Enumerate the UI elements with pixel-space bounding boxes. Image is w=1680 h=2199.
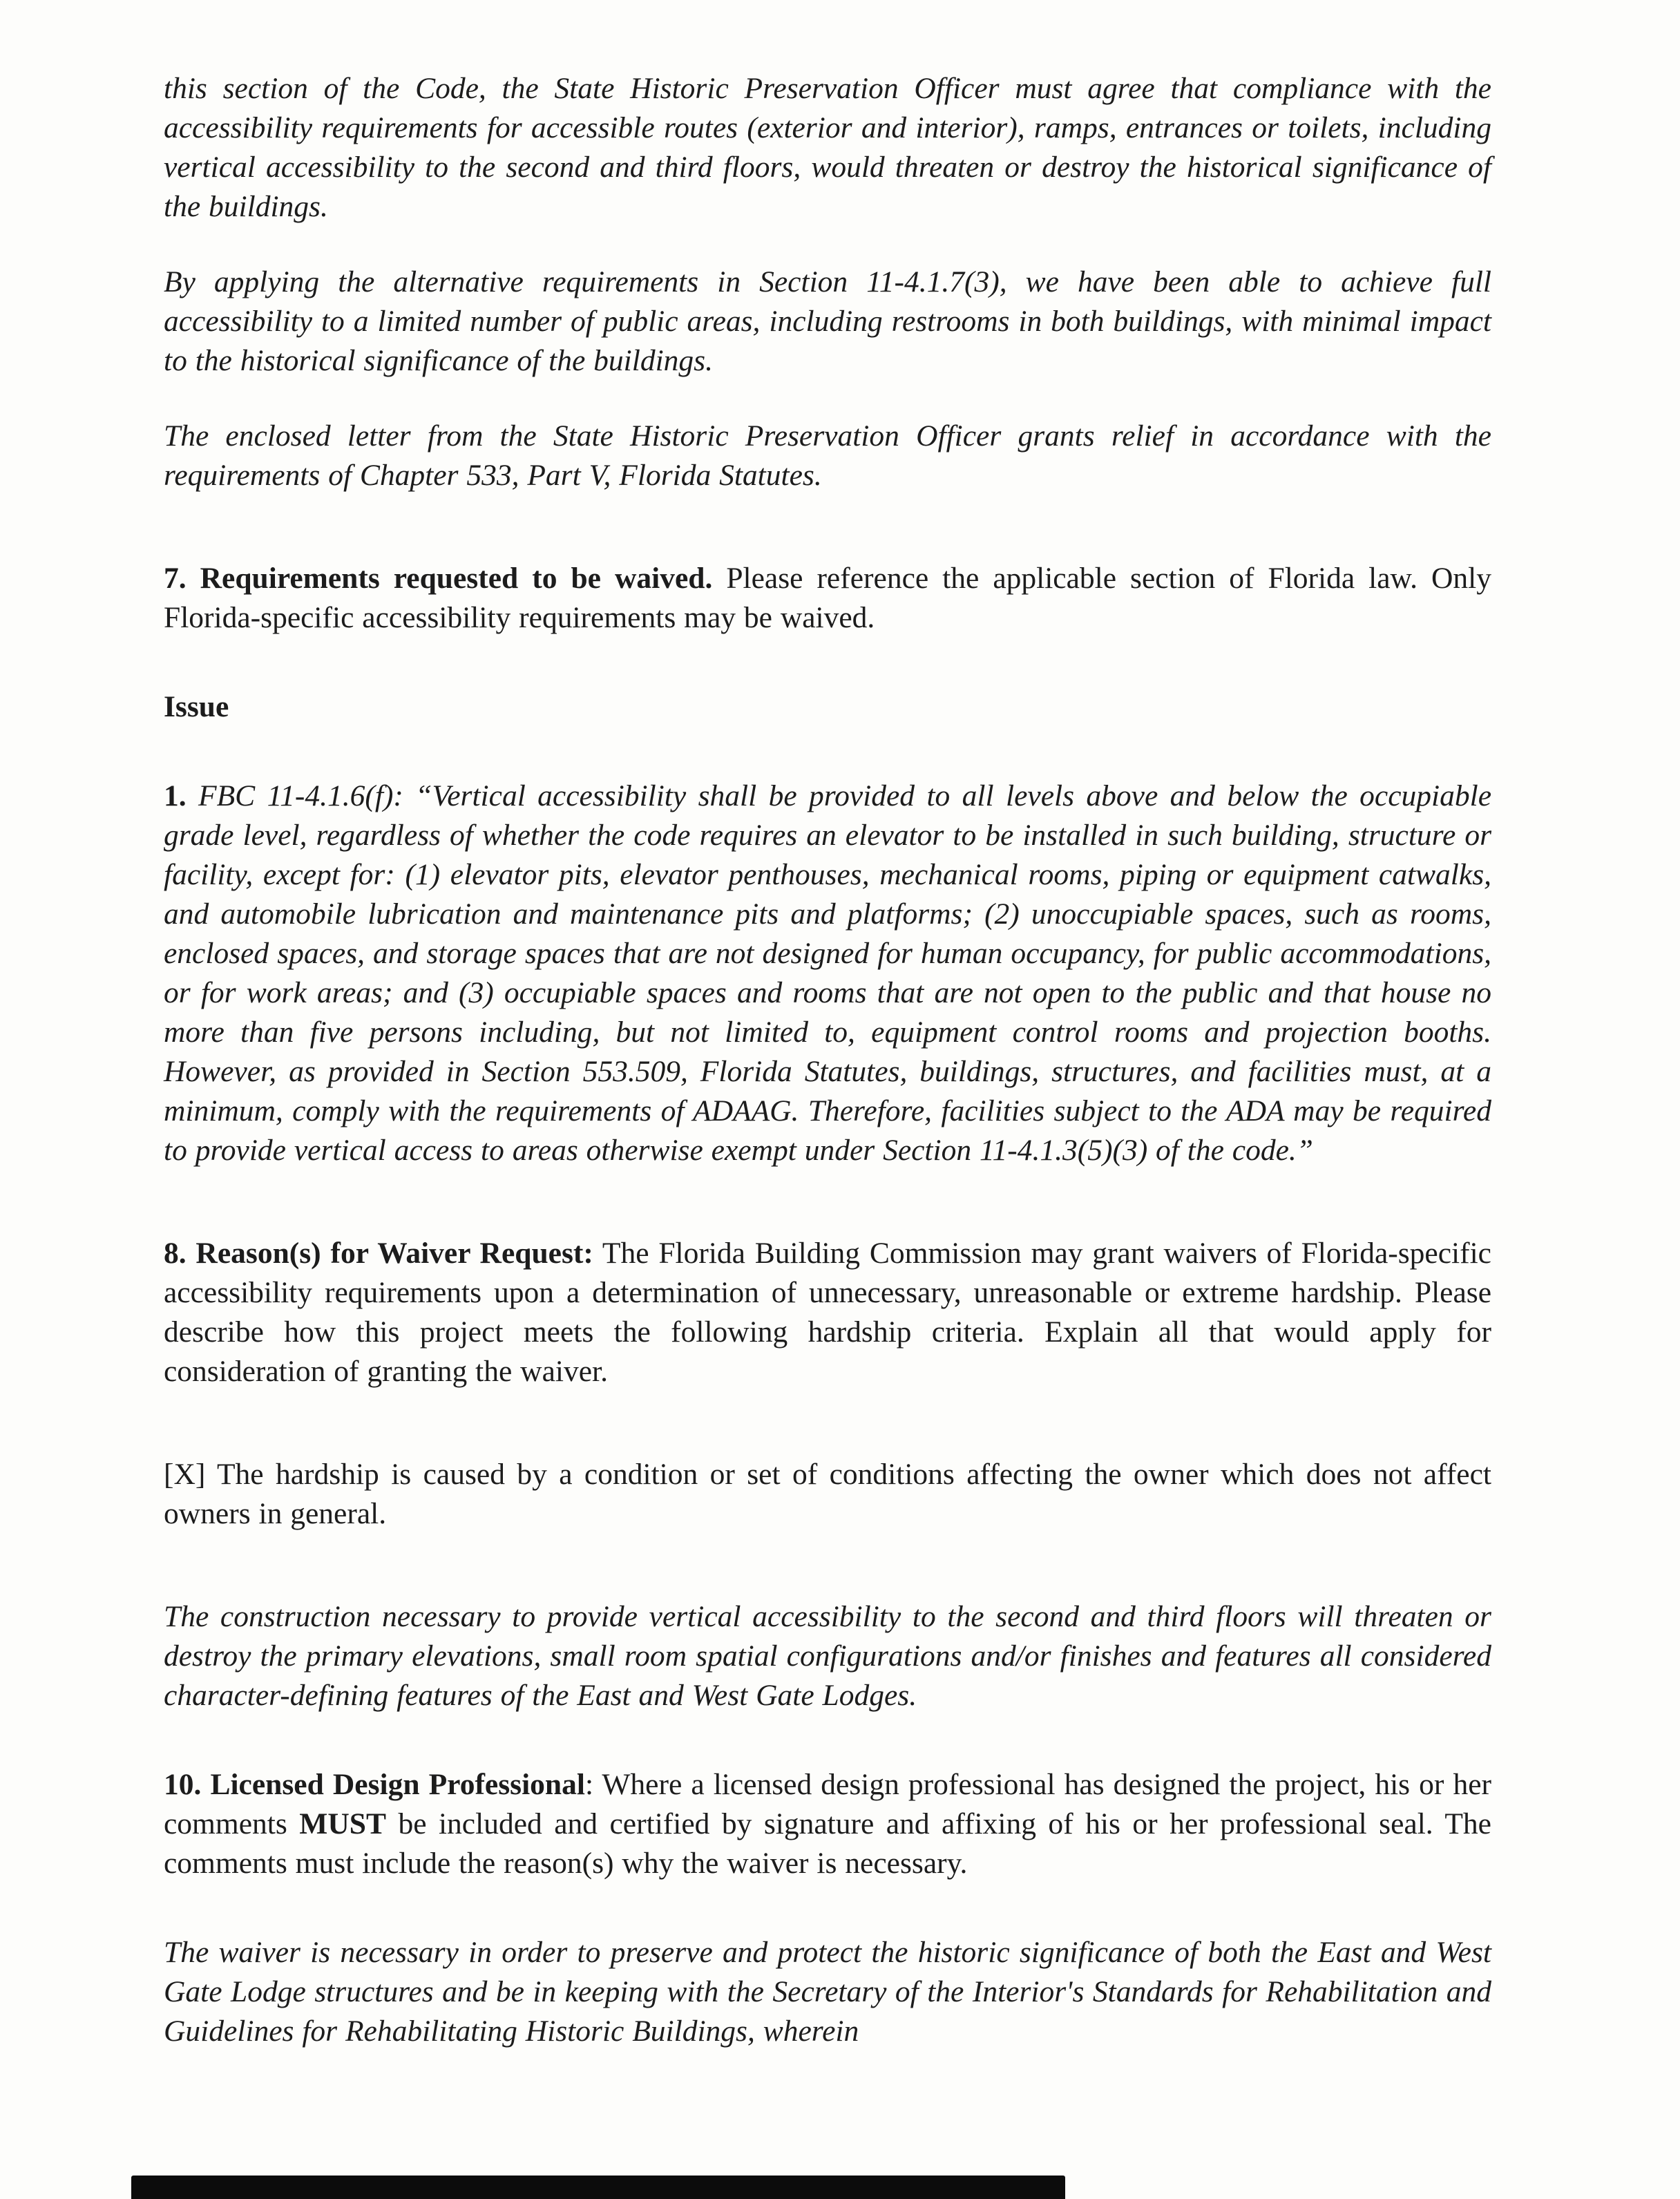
para-section-10-licensed-design-professional [164, 1765, 1491, 1883]
para-section-7-requirements-waived [164, 559, 1491, 638]
text-run: 7. Requirements requested to be waived. [164, 562, 713, 595]
para-waiver-necessary [164, 1933, 1491, 2051]
text-run: FBC 11-4.1.6(f): “Vertical accessibility shall be provided to all levels above and below the occupiable grade level, regardless of whether the code requires an elevator to be installed in such building, structure or facility, except for: (1) elevator pits, elevator penthouses, mechanical rooms, piping or equipment catwalks, and automobile lubrication and maintenance pits and platforms; (2) unoccupiable spaces, such as rooms, enclosed spaces, and storage spaces that are not designed for human occupancy, for public accommodations, or for work areas; and (3) occupiable spaces and rooms that are not open to the public and that house no more than five persons including, but not limited to, equipment control rooms and projection booths. However, as provided in Section 553.509, Florida Statutes, buildings, structures, and facilities must, at a minimum, comply with the requirements of ADAAG. Therefore, facilities subject to the ADA may be required to provide vertical access to areas otherwise exempt under Section 11-4.1.3(5)(3) of the code.” [164, 779, 1491, 1167]
text-run: be included and certified by signature and affixing of his or her professional seal. The comments must include the reason(s) why the waiver is necessary. [164, 1807, 1491, 1880]
text-run: 8. Reason(s) for Waiver Request: [164, 1237, 593, 1270]
para-alternative-requirements [164, 263, 1491, 381]
para-issue-1-fbc-citation [164, 777, 1491, 1170]
text-run: Issue [164, 690, 229, 723]
text-run: By applying the alternative requirements in Section 11-4.1.7(3), we have been able to achieve full accessibility to a limited number of public areas, including restrooms in both buildings, with minimal impact to the historical significance of the buildings. [164, 265, 1491, 377]
text-run: The construction necessary to provide vertical accessibility to the second and third floors will threaten or destroy the primary elevations, small room spatial configurations and/or finishes and features all considered character-defining features of the East and West Gate Lodges. [164, 1600, 1491, 1712]
text-run: MUST [299, 1807, 386, 1840]
text-run: The Florida Building Commission may grant waivers of Florida-specific accessibility requirements upon a determination of unnecessary, unreasonable or extreme hardship. Please describe how this project meets the following hardship criteria. Explain all that would apply for consideration of granting the waiver. [164, 1237, 1491, 1388]
para-shpo-compliance [164, 69, 1491, 227]
scan-artifact-bar [131, 2176, 1065, 2199]
para-hardship-checkbox [164, 1455, 1491, 1534]
para-construction-impact [164, 1597, 1491, 1715]
text-run: [X] The hardship is caused by a condition or set of conditions affecting the owner which does not affect owners in general. [164, 1458, 1491, 1530]
text-run: 10. Licensed Design Professional [164, 1768, 585, 1801]
heading-issue [164, 687, 1491, 727]
para-enclosed-letter [164, 417, 1491, 495]
text-run: this section of the Code, the State Historic Preservation Officer must agree that compliance with the accessibility requirements for accessible routes (exterior and interior), ramps, entrances or toilets, including vertical accessibility to the second and third floors, would threaten or destroy the historical significance of the buildings. [164, 72, 1491, 223]
text-run: : Where a licensed design professional has designed the project, his or her comments [164, 1768, 1492, 1840]
para-section-8-reason-waiver [164, 1234, 1491, 1391]
text-run: Please reference the applicable section of Florida law. Only Florida-specific accessibility requirements may be waived. [164, 562, 1492, 634]
text-run: 1. [164, 779, 199, 812]
document-content [164, 69, 1491, 2051]
text-run: The enclosed letter from the State Historic Preservation Officer grants relief in accordance with the requirements of Chapter 533, Part V, Florida Statutes. [164, 419, 1491, 492]
text-run: The waiver is necessary in order to preserve and protect the historic significance of both the East and West Gate Lodge structures and be in keeping with the Secretary of the Interior's Standards for Rehabilitation and Guidelines for Rehabilitating Historic Buildings, wherein [164, 1936, 1491, 2048]
